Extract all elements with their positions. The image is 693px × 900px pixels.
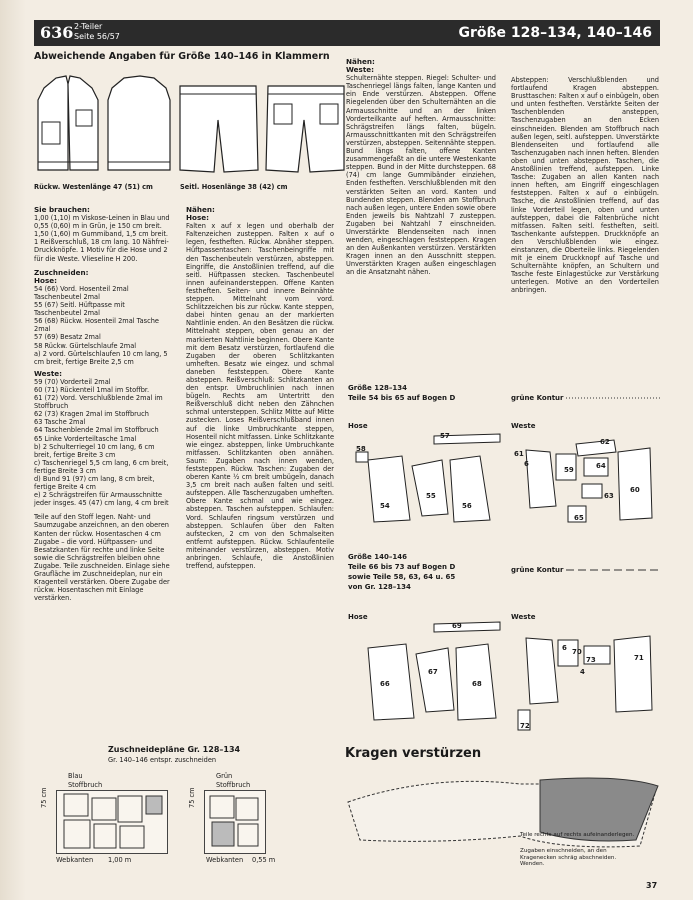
kragen-note1: Teile rechts auf rechts aufeinanderlegen. [520,832,635,838]
gruen-stoffbruch: Stoffbruch [216,781,251,789]
cutting-blue-pieces [56,790,168,854]
gruen-label: Grün [216,772,233,780]
blau-width: 1,00 m [108,856,132,864]
footer-page: 37 [646,881,658,890]
layout2-weste: Weste [511,613,536,621]
shorts-sketch [176,80,348,178]
col4-text: Absteppen: Verschlußblenden und fortlaufend Kragen absteppen. Brusttaschen: Falten x auf o einbügeln, oben und unten festheften. Verstärkte Seiten der Taschenblenden ansteppen, Taschenzugaben an den Ecken einschneiden. Blenden am Stoffbruch nach außen legen, seitl. aufsteppen. Unverstärkte Blendenseiten und fortlaufend alle Taschenzugaben nach innen heften. Blenden oben und unten absteppen. Taschen, die Anstoßlinien treffend, aufsteppen. Linke Tasche: Zugaben an allen Kanten nach innen heften, am Eingriff eingeschlagen feststeppen. Falten x auf o einbügeln. Tasche, die Anstoßlinien treffend, auf das linke Vorderteil legen, oben und unten aufsteppen, dabei die Faltenbrüche nicht mitfassen. Falten seitl. festheften, seitl. Taschenkante aufsteppen. Druckknöpfe an den Verschlußblenden wie eingez. einstanzen, die Oberteile links. Riegelenden mit je einem Druckknopf auf Tasche und Schulternähte knöpfen, an Schultern und Tasche feste Einlagestücke zur Verstärkung unterlegen. Motive an den Vorderteilen anbringen. [511,76,659,295]
layout1-pieces [350,430,662,526]
shorts-caption: Seitl. Hosenlänge 38 (42) cm [180,183,288,191]
layout2-title: Größe 140–146 [348,553,407,561]
blau-stoffbruch: Stoffbruch [68,781,103,789]
kragen-sketch [340,770,662,856]
layout2-sub3: von Gr. 128–134 [348,583,411,591]
cutting-sub: Gr. 140–146 entspr. zuschneiden [108,756,217,764]
col2-text: Nähen: Hose: Falten x auf x legen und oberhalb der Faltenzeichen zusteppen. Falten x auf o legen, festheften. Rückw. Abnäher steppen. Hüftpassentaschen: Taschenbeingriffe mit den Taschenbeuteln verstürzen, absteppen. Eingriffe, die Anstoßlinien treffend, auf die seitl. Hüftpassen stecken. Taschenbeutel innen aufeinandersteppen. Offene Kanten festheften. Seiten- und innere Beinnähte steppen. Mittelnaht vom vord. Schlitzzeichen bis zur rückw. Kante steppen, dabei hinten genau an der markierten Nahtlinie enden. An den Besätzen die rückw. Mittelnaht steppen, oben genau an der markierten Nahtlinie beginnen. Obere Kante mit dem Besatz verstürzen, fortlaufend die Zugaben der oberen Schlitzkanten umheften. Besatz wie eingez. und schmal daneben feststeppen. Obere Kante absteppen. Reißverschluß: Schlitzkanten an den entspr. Umbruchlinien nach innen bügeln. Rechts am Untertritt den Reißverschluß dicht neben den Zähnchen schmal untersteppen. Schlitz Mitte auf Mitte zustecken. Loses Reißverschlußband innen auf die linke Umbruchkante steppen, Hosenteil nicht mitfassen. Linke Schlitzkante wie eingez. absteppen, linke Umbruchkante mitfassen. Schlitzkanten oben annähen. Saum: Zugaben nach innen wenden, feststeppen. Rückw. Taschen: Zugaben der oberen Kante ½ cm breit umbügeln, danach 3,5 cm breit nach außen falten und seitl. aufsteppen. Alle Taschenzugaben umheften. Obere Kante schmal und wie eingez. absteppen. Taschen aufsteppen. Schlaufen: Vord. Schlaufen ringsum verstürzen und absteppen. Schlaufen über den Falten aufstecken, 2 cm von den Schmalseiten entfernt aufsteppen. Rückw. Schlaufenteile miteinander verstürzen, absteppen. Motiv anbringen. Schlaufe, die Anstoßlinien treffend, aufsteppen. [186,205,334,571]
layout2-kontur-line [566,566,661,574]
cutting-green-pieces [204,790,266,854]
blau-height: 75 cm [40,787,48,808]
vest-sketch [34,70,174,178]
layout2-sub: Teile 66 bis 73 auf Bogen D [348,563,456,571]
gruen-width: 0,55 m [252,856,276,864]
col3-text: Nähen: Weste: Schulternähte steppen. Riegel: Schulter- und Taschenriegel längs falten, lange Kanten und ein Ende verstürzen. Absteppen. Offene Riegelenden über den Schulternähten an die Armausschnitte und an der linken Vorderteilkante auf heften. Armausschnitte: Schrägstreifen längs falten, bügeln. Armausschnittkanten mit den Schrägstreifen verstürzen, absteppen. Seitennähte steppen. Bund längs falten, offene Kanten zusammengefaßt an die untere Westenkante steppen. Bund in der Mitte durchsteppen. 68 (74) cm lange Gummibänder einziehen, Enden festheften. Verschlußblenden mit den verstärkten Seiten an vord. Kanten und Bundenden steppen. Blenden am Stoffbruch nach außen legen, untere Enden sowie obere Enden jeweils bis Nahtzahl 7 zusteppen. Zugaben bei Nahtzahl 7 einschneiden. Unverstärkte Blendenseiten nach innen wenden, eingeschlagen feststeppen. Kragen an den Außenkanten verstürzen. Verstärkten Kragen innen an den Ausschnitt steppen. Unverstärkten Kragen außen eingeschlagen an die Ansatznaht nähen. [346,57,496,277]
page-header [34,20,660,46]
layout1-hose: Hose [348,422,368,430]
cutting-title: Zuschneidepläne Gr. 128–134 [108,745,241,754]
layout1-title: Größe 128–134 [348,384,407,392]
layout2-hose: Hose [348,613,368,621]
blau-label: Blau [68,772,83,780]
page-number: 636 [40,23,74,42]
layout1-kontur-line [566,394,661,402]
header-subtitle: 2-Teiler Seite 56/57 [74,22,120,41]
blau-webkanten: Webkanten [56,856,94,864]
layout2-kontur: grüne Kontur [511,566,564,574]
vest-caption: Rückw. Westenlänge 47 (51) cm [34,183,153,191]
col1-text: Sie brauchen: 1,00 (1,10) m Viskose-Leinen in Blau und 0,55 (0,60) m in Grün, je 150 cm breit. 1,50 (1,60) m Gummiband, 1,5 cm breit. 1 Reißverschluß, 18 cm lang. 10 Nähfrei-Druckknöpfe. 1 Motiv für die Hose und 2 für die Weste. Vlieseline H 200. Zuschneiden: Hose: 54 (66) Vord. Hosenteil 2mal Taschenbeutel 2mal 55 (67) Seitl. Hüftpasse mit Taschenbeutel 2mal 56 (68) Rückw. Hosenteil 2mal Tasche 2mal 57 (69) Besatz 2mal 58 Rückw. Gürtelschlaufe 2mal a) 2 vord. Gürtelschlaufen 10 cm lang, 5 cm breit, fertige Breite 2,5 cm Weste: 59 (70) Vorderteil 2mal 60 (71) Rückenteil 1mal im Stoffbr. 61 (72) Vord. Verschlußblende 2mal im Stoffbruch 62 (73) Kragen 2mal im Stoffbruch 63 Tasche 2mal 64 Taschenblende 2mal im Stoffbruch 65 Linke Vorderteiltasche 1mal b) 2 Schulterriegel 10 cm lang, 6 cm breit, fertige Breite 3 cm c) Taschenriegel 5,5 cm lang, 6 cm breit, fertige Breite 3 cm d) Bund 91 (97) cm lang, 8 cm breit, fertige Breite 4 cm e) 2 Schrägstreifen für Armausschnitte jeder insges. 45 (47) cm lang, 4 cm breit Teile auf den Stoff legen. Naht- und Saumzugabe anzeichnen, an den oberen Kanten der rückw. Hosentaschen 4 cm Zugabe – die vord. Hüftpassen- und Besatzkanten für rechte und linke Seite sowie die Schrägstreifen bleiben ohne Zugabe. Teile zuschneiden. Einlage siehe Graufläche im Zuschneideplan, nur ein Kragenteil verstärken. Obere Zugabe der rückw. Hosentaschen mit Einlage verstärken. [34,205,170,603]
gruen-webkanten: Webkanten [206,856,244,864]
layout1-sub: Teile 54 bis 65 auf Bogen D [348,394,456,402]
size-title: Größe 128–134, 140–146 [458,25,652,41]
layout1-weste: Weste [511,422,536,430]
page-subtitle: Abweichende Angaben für Größe 140–146 in Klammern [34,51,330,62]
kragen-note2: Zugaben einschneiden, an den Kragenecken schräg abschneiden. Wenden. [520,848,617,867]
layout2-pieces [350,618,662,734]
layout2-sub2: sowie Teile 58, 63, 64 u. 65 [348,573,456,581]
gruen-height: 75 cm [188,787,196,808]
kragen-title: Kragen verstürzen [345,746,482,761]
layout1-kontur: grüne Kontur [511,394,564,402]
